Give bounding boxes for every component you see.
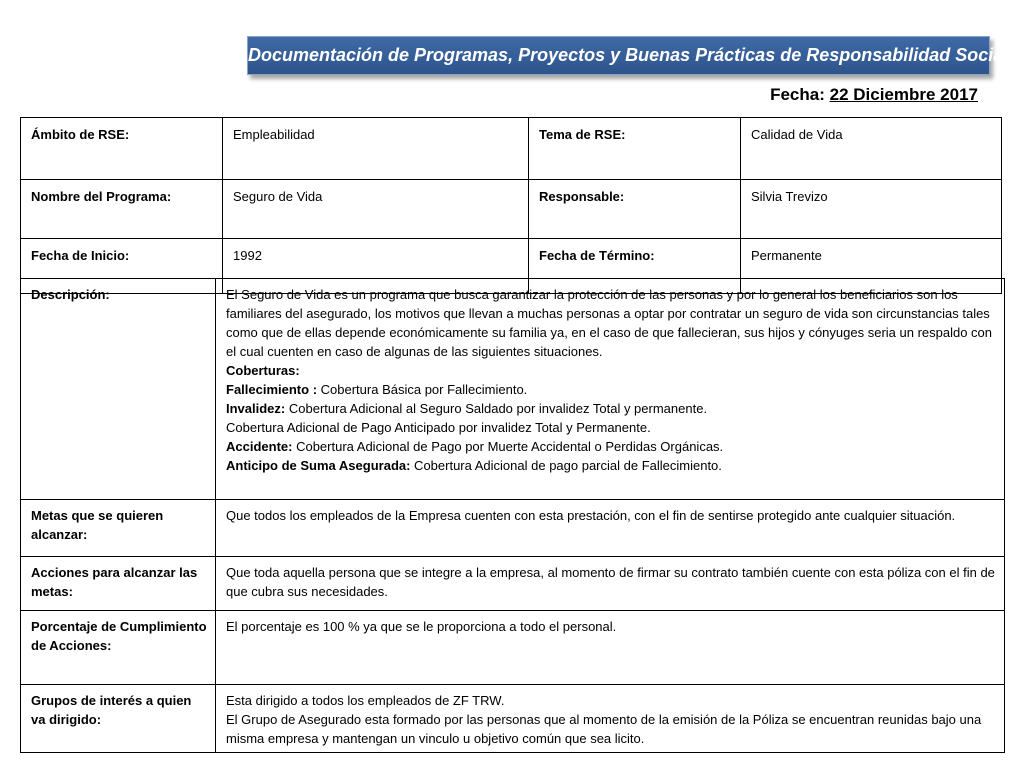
coverage-item bbox=[226, 399, 996, 418]
descripcion-label: Descripción: bbox=[21, 279, 216, 500]
porcentaje-text: El porcentaje es 100 % ya que se le proporciona a todo el personal. bbox=[216, 611, 1005, 685]
coverage-text: Cobertura Adicional de Pago por Muerte Accidental o Perdidas Orgánicas. bbox=[292, 439, 724, 454]
ambito-label: Ámbito de RSE: bbox=[21, 118, 223, 180]
coverage-item bbox=[226, 380, 996, 399]
grupos-label: Grupos de interés a quien va dirigido: bbox=[21, 685, 216, 753]
grupos-text: El Grupo de Asegurado esta formado por las personas que al momento de la emisión de la Póliza se encuentran reunidas bajo una misma empresa y mantengan un vinculo u objetivo común que sea licito. bbox=[226, 712, 982, 746]
date-value: 22 Diciembre 2017 bbox=[829, 85, 978, 104]
table-row bbox=[21, 557, 1005, 611]
termino-value: Permanente bbox=[741, 239, 1002, 294]
coverage-label: Invalidez: bbox=[226, 401, 286, 416]
descripcion-cell bbox=[216, 279, 1005, 500]
program-info-table bbox=[20, 117, 1002, 294]
termino-label: Fecha de Término: bbox=[529, 239, 741, 294]
responsable-value: Silvia Trevizo bbox=[741, 180, 1002, 239]
program-details-table bbox=[20, 278, 1005, 753]
document-title-banner bbox=[247, 36, 1009, 75]
coverage-label: Accidente: bbox=[226, 439, 293, 454]
acciones-text: Que toda aquella persona que se integre a la empresa, al momento de firmar su contrato también cuente con esta póliza con el fin de que cubra sus necesidades. bbox=[216, 557, 1005, 611]
coverage-text: Cobertura Básica por Fallecimiento. bbox=[317, 382, 528, 397]
coverage-text: Cobertura Adicional al Seguro Saldado por invalidez Total y permanente. bbox=[285, 401, 708, 416]
grupos-cell bbox=[216, 685, 1005, 753]
document-title: Documentación de Programas, Proyectos y Buenas Prácticas de Responsabilidad Social bbox=[248, 45, 1009, 65]
acciones-label: Acciones para alcanzar las metas: bbox=[21, 557, 216, 611]
table-row bbox=[21, 118, 1002, 180]
descripcion-text: El Seguro de Vida es un programa que busca garantizar la protección de las personas y por lo general los beneficiarios son los familiares del asegurado, los motivos que llevan a muchas personas a optar por contratar un seguro de vida son circunstancias tales como que de ellas depende económicamente su familia ya, en el caso de que fallecieran, sus hijos y cónyuges seria un respaldo con el cual cuenten en caso de algunas de las siguientes situaciones. bbox=[226, 287, 993, 359]
table-row bbox=[21, 500, 1005, 557]
coverage-label: Fallecimiento : bbox=[226, 382, 318, 397]
grupos-text: Esta dirigido a todos los empleados de ZF TRW. bbox=[226, 693, 505, 708]
coberturas-heading: Coberturas: bbox=[226, 363, 300, 378]
metas-text: Que todos los empleados de la Empresa cuenten con esta prestación, con el fin de sentirse protegido ante cualquier situación. bbox=[216, 500, 1005, 557]
programa-label: Nombre del Programa: bbox=[21, 180, 223, 239]
table-row bbox=[21, 279, 1005, 500]
document-date bbox=[770, 85, 978, 105]
coverage-label: Anticipo de Suma Asegurada: bbox=[226, 458, 411, 473]
table-row bbox=[21, 180, 1002, 239]
responsable-label: Responsable: bbox=[529, 180, 741, 239]
date-label: Fecha: bbox=[770, 85, 825, 104]
metas-label: Metas que se quieren alcanzar: bbox=[21, 500, 216, 557]
programa-value: Seguro de Vida bbox=[223, 180, 529, 239]
porcentaje-label: Porcentaje de Cumplimiento de Acciones: bbox=[21, 611, 216, 685]
tema-label: Tema de RSE: bbox=[529, 118, 741, 180]
table-row bbox=[21, 611, 1005, 685]
ambito-value: Empleabilidad bbox=[223, 118, 529, 180]
table-row bbox=[21, 685, 1005, 753]
tema-value: Calidad de Vida bbox=[741, 118, 1002, 180]
inicio-value: 1992 bbox=[223, 239, 529, 294]
coverage-item: Cobertura Adicional de Pago Anticipado por invalidez Total y Permanente. bbox=[226, 420, 651, 435]
coverage-item bbox=[226, 437, 996, 456]
coverage-item bbox=[226, 456, 996, 475]
inicio-label: Fecha de Inicio: bbox=[21, 239, 223, 294]
coverage-text: Cobertura Adicional de pago parcial de Fallecimiento. bbox=[410, 458, 722, 473]
